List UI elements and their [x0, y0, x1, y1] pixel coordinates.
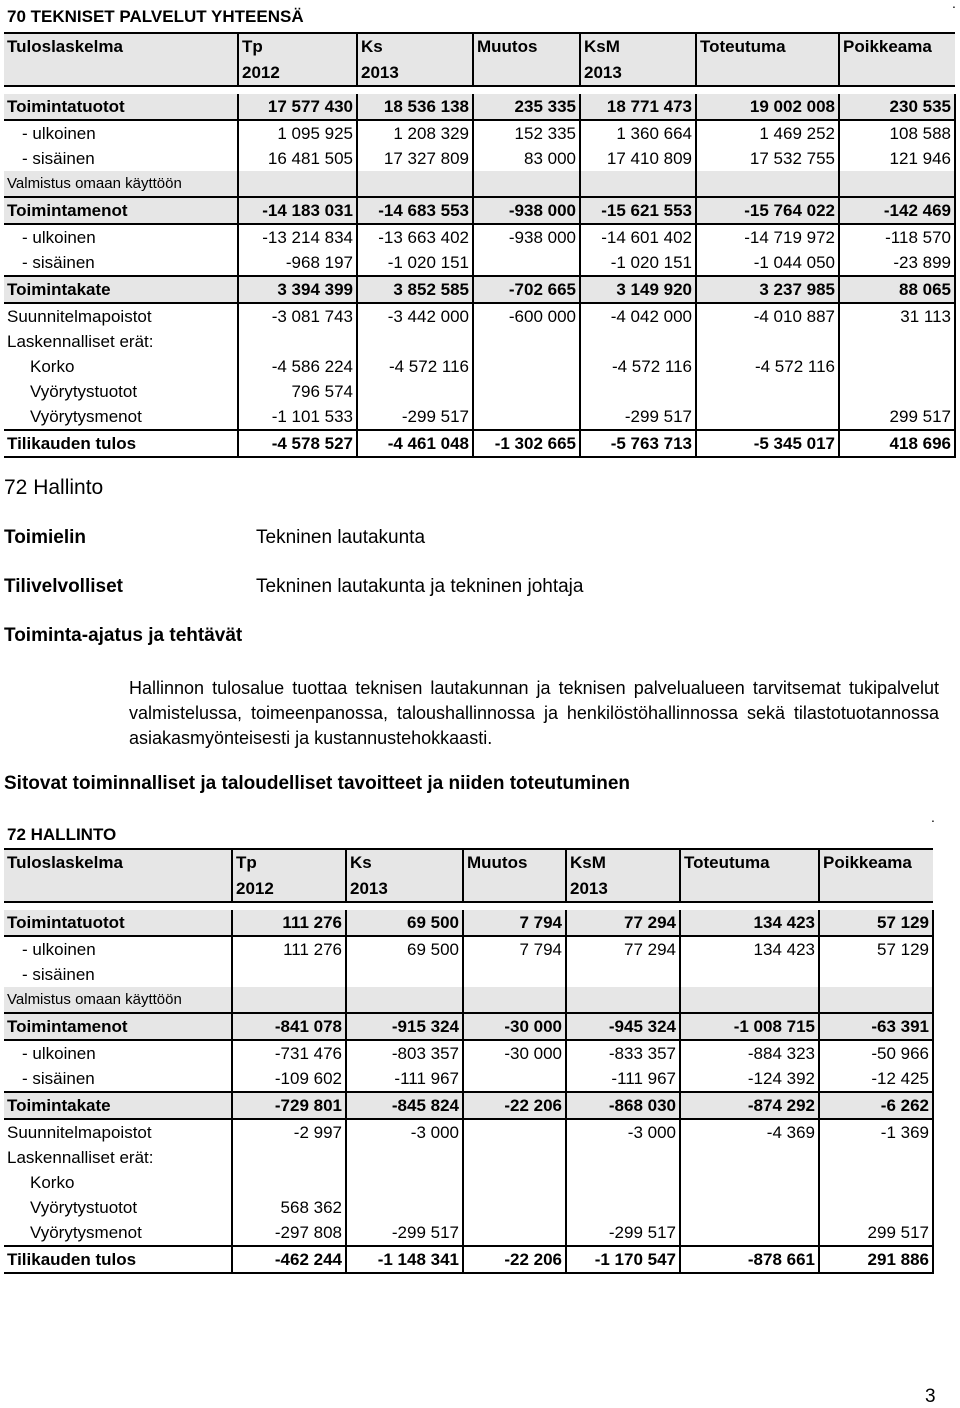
cell-value: -124 392: [680, 1066, 819, 1092]
cell-value: -299 517: [357, 404, 473, 430]
cell-value: -4 010 887: [696, 303, 839, 329]
row-label: Valmistus omaan käyttöön: [4, 987, 232, 1013]
row-label: Toimintakate: [4, 276, 238, 303]
table-row-tilikauden-tulos: [4, 1246, 933, 1273]
column-header: Tuloslaskelma: [4, 849, 232, 875]
column-header-year: 2012: [232, 875, 346, 902]
row-label: - ulkoinen: [22, 124, 96, 143]
cell-value: 235 335: [473, 94, 580, 120]
column-header: Poikkeama: [839, 33, 955, 59]
row-label: Tilikauden tulos: [4, 1246, 232, 1273]
cell-value: -803 357: [346, 1040, 463, 1066]
cell-value: -600 000: [473, 303, 580, 329]
table-row-valmistus-omaan-käyttöön: [4, 987, 933, 1013]
cell-value: -702 665: [473, 276, 580, 303]
cell-value: 1 360 664: [580, 120, 696, 146]
cell-value: -462 244: [232, 1246, 346, 1273]
cell-value: -3 000: [346, 1119, 463, 1145]
dot-mark: .: [952, 0, 956, 11]
table2-header-row: [4, 849, 933, 875]
table1-title: 70 TEKNISET PALVELUT YHTEENSÄ: [7, 7, 304, 26]
table-row-toimintatuotot: [4, 910, 933, 936]
cell-value: [580, 379, 696, 404]
toiminta-heading: Toiminta-ajatus ja tehtävät: [4, 625, 243, 646]
cell-value: [580, 171, 696, 197]
cell-value: -63 391: [819, 1013, 933, 1040]
cell-value: [346, 987, 463, 1013]
cell-value: 17 577 430: [238, 94, 357, 120]
table2: [4, 848, 934, 1274]
cell-value: [463, 1220, 566, 1246]
table1-header-row: [4, 33, 955, 59]
cell-value: -1 020 151: [580, 250, 696, 276]
cell-value: 31 113: [839, 303, 955, 329]
column-header-year: [696, 59, 839, 86]
row-label: Toimintatuotot: [4, 94, 238, 120]
cell-value: -118 570: [839, 224, 955, 250]
column-header-year: 2013: [357, 59, 473, 86]
cell-value: -14 601 402: [580, 224, 696, 250]
cell-value: 57 129: [819, 910, 933, 936]
cell-value: 3 852 585: [357, 276, 473, 303]
cell-value: -1 044 050: [696, 250, 839, 276]
row-label: Tilikauden tulos: [4, 430, 238, 457]
page-number: 3: [925, 1386, 936, 1407]
table-row-suunnitelmapoistot: [4, 1119, 933, 1145]
cell-value: -12 425: [819, 1066, 933, 1092]
cell-value: -4 369: [680, 1119, 819, 1145]
cell-value: -833 357: [566, 1040, 680, 1066]
cell-value: 108 588: [839, 120, 955, 146]
cell-value: 83 000: [473, 146, 580, 171]
section-heading: 72 Hallinto: [4, 476, 104, 499]
table-row-sisäinen: [4, 1066, 933, 1092]
table-row-sisäinen: [4, 962, 933, 987]
cell-value: [473, 354, 580, 379]
cell-value: [696, 404, 839, 430]
cell-value: -142 469: [839, 197, 955, 224]
cell-value: 3 394 399: [238, 276, 357, 303]
column-header-year: 2013: [580, 59, 696, 86]
column-header: Muutos: [463, 849, 566, 875]
cell-value: -15 764 022: [696, 197, 839, 224]
cell-value: 1 208 329: [357, 120, 473, 146]
table-row-vyörytysmenot: [4, 404, 955, 430]
cell-value: [473, 329, 580, 354]
cell-value: -845 824: [346, 1092, 463, 1119]
row-label: - sisäinen: [22, 965, 95, 984]
cell-value: 17 532 755: [696, 146, 839, 171]
cell-value: [566, 962, 680, 987]
row-label: Korko: [30, 357, 75, 376]
table-row-ulkoinen: [4, 936, 933, 962]
cell-value: [463, 962, 566, 987]
cell-value: -14 183 031: [238, 197, 357, 224]
cell-value: [463, 1145, 566, 1170]
cell-value: [819, 1195, 933, 1220]
cell-value: 1 469 252: [696, 120, 839, 146]
row-label: Toimintamenot: [4, 1013, 232, 1040]
cell-value: -50 966: [819, 1040, 933, 1066]
cell-value: -878 661: [680, 1246, 819, 1273]
table-row-ulkoinen: [4, 120, 955, 146]
row-label: Suunnitelmapoistot: [7, 307, 152, 326]
cell-value: -13 214 834: [238, 224, 357, 250]
cell-value: [473, 404, 580, 430]
cell-value: [232, 987, 346, 1013]
toimielin-value: Tekninen lautakunta: [256, 527, 426, 548]
cell-value: [473, 379, 580, 404]
cell-value: 18 771 473: [580, 94, 696, 120]
cell-value: 77 294: [566, 910, 680, 936]
cell-value: [839, 171, 955, 197]
cell-value: [566, 1170, 680, 1195]
column-header: Muutos: [473, 33, 580, 59]
column-header-year: [463, 875, 566, 902]
row-label: - ulkoinen: [22, 940, 96, 959]
cell-value: -2 997: [232, 1119, 346, 1145]
table-row-toimintakate: [4, 1092, 933, 1119]
row-label: Toimintakate: [4, 1092, 232, 1119]
row-label: Toimintatuotot: [4, 910, 232, 936]
column-header-year: [4, 875, 232, 902]
table2-body: [4, 849, 933, 1273]
cell-value: 69 500: [346, 936, 463, 962]
column-header-year: [473, 59, 580, 86]
row-label: Vyörytystuotot: [30, 382, 138, 401]
cell-value: -4 042 000: [580, 303, 696, 329]
row-label: - sisäinen: [22, 149, 95, 168]
cell-value: [680, 987, 819, 1013]
cell-value: 77 294: [566, 936, 680, 962]
cell-value: [566, 987, 680, 1013]
cell-value: [819, 1145, 933, 1170]
cell-value: [819, 1170, 933, 1195]
cell-value: [473, 171, 580, 197]
cell-value: [680, 1220, 819, 1246]
table-row-ulkoinen: [4, 1040, 933, 1066]
row-label: - ulkoinen: [22, 228, 96, 247]
cell-value: [346, 1195, 463, 1220]
cell-value: 134 423: [680, 910, 819, 936]
cell-value: 17 327 809: [357, 146, 473, 171]
cell-value: [696, 379, 839, 404]
column-header: Ks: [346, 849, 463, 875]
table-row-tilikauden-tulos: [4, 430, 955, 457]
cell-value: [346, 1170, 463, 1195]
cell-value: [839, 329, 955, 354]
cell-value: -22 206: [463, 1092, 566, 1119]
cell-value: -1 101 533: [238, 404, 357, 430]
row-label: Vyörytystuotot: [30, 1198, 138, 1217]
cell-value: -23 899: [839, 250, 955, 276]
column-header: Poikkeama: [819, 849, 933, 875]
cell-value: -874 292: [680, 1092, 819, 1119]
cell-value: -3 081 743: [238, 303, 357, 329]
cell-value: -4 572 116: [580, 354, 696, 379]
table-row-vyörytysmenot: [4, 1220, 933, 1246]
cell-value: [819, 962, 933, 987]
spacer-row: [4, 86, 955, 94]
cell-value: [463, 1170, 566, 1195]
table-row-ulkoinen: [4, 224, 955, 250]
cell-value: [680, 962, 819, 987]
cell-value: -938 000: [473, 224, 580, 250]
cell-value: [346, 1145, 463, 1170]
cell-value: -868 030: [566, 1092, 680, 1119]
table-row-vyörytystuotot: [4, 1195, 933, 1220]
cell-value: 111 276: [232, 936, 346, 962]
cell-value: -5 345 017: [696, 430, 839, 457]
cell-value: -5 763 713: [580, 430, 696, 457]
cell-value: [566, 1195, 680, 1220]
cell-value: 7 794: [463, 936, 566, 962]
cell-value: 7 794: [463, 910, 566, 936]
cell-value: [680, 1170, 819, 1195]
row-label: Korko: [30, 1173, 75, 1192]
column-header-year: [839, 59, 955, 86]
table-row-valmistus-omaan-käyttöön: [4, 171, 955, 197]
cell-value: [839, 379, 955, 404]
cell-value: -30 000: [463, 1040, 566, 1066]
cell-value: -111 967: [566, 1066, 680, 1092]
cell-value: [696, 171, 839, 197]
cell-value: -13 663 402: [357, 224, 473, 250]
cell-value: 3 149 920: [580, 276, 696, 303]
cell-value: 19 002 008: [696, 94, 839, 120]
cell-value: [357, 171, 473, 197]
cell-value: [238, 329, 357, 354]
table-row-vyörytystuotot: [4, 379, 955, 404]
table-row-toimintatuotot: [4, 94, 955, 120]
cell-value: [463, 987, 566, 1013]
tilivelvolliset-label: Tilivelvolliset: [4, 576, 123, 597]
cell-value: -938 000: [473, 197, 580, 224]
table-row-toimintamenot: [4, 197, 955, 224]
column-header: KsM: [580, 33, 696, 59]
dot-mark: .: [931, 809, 935, 825]
row-label: Toimintamenot: [4, 197, 238, 224]
column-header-year: [819, 875, 933, 902]
cell-value: -4 578 527: [238, 430, 357, 457]
table1-header-row-year: [4, 59, 955, 86]
cell-value: [232, 1170, 346, 1195]
table-row-toimintakate: [4, 276, 955, 303]
cell-value: [357, 379, 473, 404]
table-row-korko: [4, 1170, 933, 1195]
cell-value: -1 170 547: [566, 1246, 680, 1273]
cell-value: -299 517: [580, 404, 696, 430]
row-label: Valmistus omaan käyttöön: [4, 171, 238, 197]
cell-value: 16 481 505: [238, 146, 357, 171]
cell-value: [580, 329, 696, 354]
cell-value: [680, 1145, 819, 1170]
table2-title: 72 HALLINTO: [7, 825, 117, 844]
cell-value: [232, 1145, 346, 1170]
row-label: - ulkoinen: [22, 1044, 96, 1063]
cell-value: 3 237 985: [696, 276, 839, 303]
cell-value: -299 517: [566, 1220, 680, 1246]
cell-value: [819, 987, 933, 1013]
cell-value: 69 500: [346, 910, 463, 936]
cell-value: 418 696: [839, 430, 955, 457]
cell-value: -3 442 000: [357, 303, 473, 329]
cell-value: -4 586 224: [238, 354, 357, 379]
cell-value: -1 008 715: [680, 1013, 819, 1040]
cell-value: -14 719 972: [696, 224, 839, 250]
cell-value: -30 000: [463, 1013, 566, 1040]
spacer-row: [4, 902, 933, 910]
table2-header-row-year: [4, 875, 933, 902]
cell-value: -915 324: [346, 1013, 463, 1040]
cell-value: -109 602: [232, 1066, 346, 1092]
column-header-year: [680, 875, 819, 902]
row-label: Vyörytysmenot: [30, 407, 142, 426]
table-row-korko: [4, 354, 955, 379]
cell-value: 18 536 138: [357, 94, 473, 120]
table-row-sisäinen: [4, 146, 955, 171]
toimielin-label: Toimielin: [4, 527, 86, 548]
row-label: - sisäinen: [22, 1069, 95, 1088]
cell-value: 121 946: [839, 146, 955, 171]
row-label: Suunnitelmapoistot: [7, 1123, 152, 1142]
cell-value: 230 535: [839, 94, 955, 120]
cell-value: -4 572 116: [357, 354, 473, 379]
cell-value: 299 517: [819, 1220, 933, 1246]
column-header: Toteutuma: [696, 33, 839, 59]
cell-value: 152 335: [473, 120, 580, 146]
cell-value: -15 621 553: [580, 197, 696, 224]
cell-value: -884 323: [680, 1040, 819, 1066]
cell-value: 88 065: [839, 276, 955, 303]
cell-value: -1 020 151: [357, 250, 473, 276]
cell-value: [463, 1066, 566, 1092]
column-header: KsM: [566, 849, 680, 875]
cell-value: 299 517: [839, 404, 955, 430]
row-label: Laskennalliset erät:: [7, 332, 154, 351]
column-header: Ks: [357, 33, 473, 59]
table1-body: [4, 33, 955, 457]
cell-value: -22 206: [463, 1246, 566, 1273]
table-row-laskennalliset-erät: [4, 1145, 933, 1170]
cell-value: -14 683 553: [357, 197, 473, 224]
cell-value: -6 262: [819, 1092, 933, 1119]
cell-value: -729 801: [232, 1092, 346, 1119]
cell-value: [232, 962, 346, 987]
cell-value: [696, 329, 839, 354]
cell-value: 568 362: [232, 1195, 346, 1220]
tavoitteet-heading: Sitovat toiminnalliset ja taloudelliset tavoitteet ja niiden toteutuminen: [4, 773, 631, 794]
cell-value: 111 276: [232, 910, 346, 936]
cell-value: 134 423: [680, 936, 819, 962]
row-label: - sisäinen: [22, 253, 95, 272]
cell-value: -299 517: [346, 1220, 463, 1246]
column-header-year: [4, 59, 238, 86]
table-row-suunnitelmapoistot: [4, 303, 955, 329]
cell-value: 57 129: [819, 936, 933, 962]
cell-value: 1 095 925: [238, 120, 357, 146]
cell-value: 291 886: [819, 1246, 933, 1273]
row-label: Vyörytysmenot: [30, 1223, 142, 1242]
row-label: Laskennalliset erät:: [7, 1148, 154, 1167]
description-paragraph: Hallinnon tulosalue tuottaa teknisen lautakunnan ja teknisen palvelualueen tarvitsemat tukipalvelut valmistelussa, toimeenpanossa, taloushallinnossa ja henkilöstöhallinnossa sekä tilastotuotannossa asiakasmyönteisesti ja kustannustehokkaasti.: [129, 678, 939, 748]
column-header-year: 2013: [566, 875, 680, 902]
cell-value: -4 461 048: [357, 430, 473, 457]
cell-value: [357, 329, 473, 354]
cell-value: -1 148 341: [346, 1246, 463, 1273]
cell-value: -4 572 116: [696, 354, 839, 379]
cell-value: -1 302 665: [473, 430, 580, 457]
table-row-toimintamenot: [4, 1013, 933, 1040]
column-header-year: 2013: [346, 875, 463, 902]
cell-value: -945 324: [566, 1013, 680, 1040]
cell-value: -3 000: [566, 1119, 680, 1145]
cell-value: -841 078: [232, 1013, 346, 1040]
cell-value: -731 476: [232, 1040, 346, 1066]
table1: [4, 32, 956, 458]
cell-value: [463, 1195, 566, 1220]
cell-value: [238, 171, 357, 197]
column-header: Toteutuma: [680, 849, 819, 875]
table-row-sisäinen: [4, 250, 955, 276]
table-row-laskennalliset-erät: [4, 329, 955, 354]
cell-value: -1 369: [819, 1119, 933, 1145]
cell-value: [839, 354, 955, 379]
cell-value: [566, 1145, 680, 1170]
cell-value: -297 808: [232, 1220, 346, 1246]
cell-value: -968 197: [238, 250, 357, 276]
column-header-year: 2012: [238, 59, 357, 86]
cell-value: 17 410 809: [580, 146, 696, 171]
column-header: Tuloslaskelma: [4, 33, 238, 59]
cell-value: [463, 1119, 566, 1145]
cell-value: 796 574: [238, 379, 357, 404]
column-header: Tp: [238, 33, 357, 59]
cell-value: [346, 962, 463, 987]
tilivelvolliset-value: Tekninen lautakunta ja tekninen johtaja: [256, 576, 584, 597]
cell-value: -111 967: [346, 1066, 463, 1092]
column-header: Tp: [232, 849, 346, 875]
cell-value: [680, 1195, 819, 1220]
cell-value: [473, 250, 580, 276]
